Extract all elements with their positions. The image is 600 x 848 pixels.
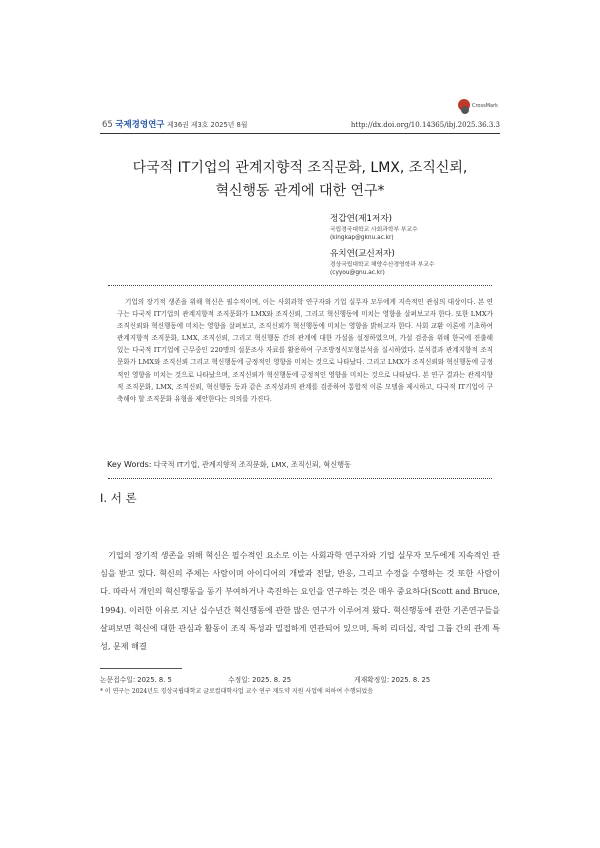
author-name: 유치연(교신저자) [330,249,395,259]
section-heading: Ⅰ. 서 론 [100,491,137,505]
crossmark-label: CrossMark [472,103,499,109]
funding-note: * 이 연구는 2024년도 경상국립대학교 글로컬대학사업 교수 연구 재도약 지원 사업에 의하여 수행되었음 [100,688,373,695]
received-date: 논문접수일: 2025. 8. 5 [100,676,172,684]
keywords-label: Key Words: [107,460,152,469]
body-paragraph: 기업의 장기적 생존을 위해 혁신은 필수적인 요소로 이는 사회과학 연구자와 기업 실무자 모두에게 지속적인 관심을 받고 있다. 혁신의 주체는 사람이며 아이디어의 개발과 전달, 반응, 그리고 수정을 수행하는 것 또한 사람이다. 따라서 개인의 혁신행동을 동기 부여하거나 촉진하는 요인을 연구하는 것은 매우 중요하다(Scott and Bruce, 1994). 이러한 이유로 지난 십수년간 혁신행동에 관한 많은 연구가 이루어져 왔다. 혁신행동에 관한 기존연구들을 살펴보면 혁신에 대한 관심과 활동이 조직 특성과 밀접하게 연관되어 있으며, 특히 리더십, 작업 그룹 간의 관계 특성, 문제 해결 [100,550,500,652]
revised-date: 수정일: 2025. 8. 25 [228,676,292,684]
journal-name: 국제경영연구 [115,120,165,130]
abstract-text: 기업의 장기적 생존을 위해 혁신은 필수적이며, 이는 사회과학 연구자와 기업 실무자 모두에게 지속적인 관심의 대상이다. 본 연구는 다국적 IT기업의 관계지향적 조직문화가 LMX와 조직신뢰, 그리고 혁신행동에 미치는 영향을 살펴보고자 한다. 또한 LMX가 조직신뢰와 혁신행동에 미치는 영향을 살펴보고, 조직신뢰가 혁신행동에 미치는 영향을 밝히고자 한다. 사회 교환 이론에 기초하여 관계지향적 조직문화, LMX, 조직신뢰, 그리고 혁신행동 간의 관계에 대한 가설을 설정하였으며, 가설 검증을 위해 한국에 진출해 있는 다국적 IT기업에 근무중인 220명의 설문조사 자료를 활용하여 구조방정식모형분석을 실시하였다. 분석결과 관계지향적 조직문화가 LMX와 조직신뢰 그리고 혁신행동에 긍정적인 영향을 미치는 것으로 나타났다. 그리고 LMX가 조직신뢰와 혁신행동에 긍정적인 영향을 미치는 것으로 나타났으며, 조직신뢰가 혁신행동에 긍정적인 영향을 미치는 것으로 나타났다. 본 연구 결과는 관계지향적 조직문화, LMX, 조직신뢰, 혁신행동 등과 같은 조직성과의 관계를 검증하여 통합적 이론 모델을 제시하고, 다국적 IT기업이 구축해야 할 조직문화 유형을 제안한다는 의의를 가진다. [117,298,493,403]
accepted-date: 게재확정일: 2025. 8. 25 [354,676,431,684]
doi-link[interactable]: http://dx.doi.org/10.14365/ibj.2025.36.3.3 [350,121,500,129]
page-number: 65 [102,120,113,130]
author-1 [330,212,500,242]
header-rule [100,133,500,134]
dotted-divider [108,285,492,286]
author-affiliation: 국립경국대학교 사회과학부 부교수 [330,227,418,233]
crossmark-badge[interactable] [456,96,508,118]
title-line-1: 다국적 IT기업의 관계지향적 조직문화, LMX, 조직신뢰, [132,160,468,176]
running-header [102,118,500,132]
dotted-divider [108,478,492,479]
author-name: 정갑연(제1저자) [330,214,392,224]
volume-issue: 제36권 제3호 2025년 8월 [166,121,248,129]
keywords-list: 다국적 IT기업, 관계지향적 조직문화, LMX, 조직신뢰, 혁신행동 [153,460,352,469]
author-email[interactable]: (cyyou@gnu.ac.kr) [330,270,385,276]
paper-title [100,157,500,203]
author-2 [330,247,500,277]
keywords [107,460,497,470]
author-block [330,212,500,277]
footnote-rule [100,668,182,669]
author-affiliation: 경상국립대학교 해양수산경영학과 부교수 [330,262,435,268]
submission-dates [100,674,500,684]
title-line-2: 혁신행동 관계에 대한 연구* [215,183,385,199]
author-email[interactable]: (kingkap@gknu.ac.kr) [330,235,394,241]
